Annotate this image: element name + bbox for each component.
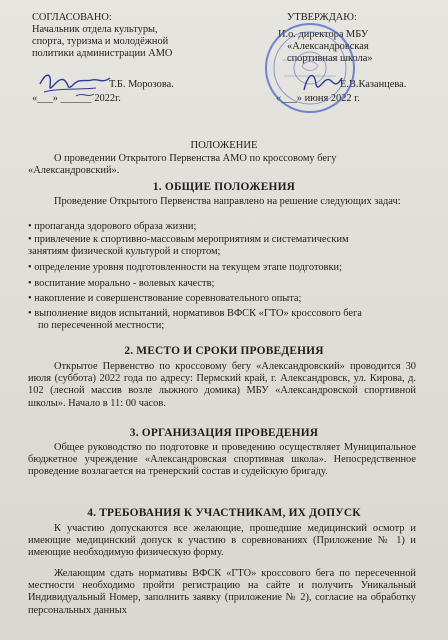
document-title: ПОЛОЖЕНИЕ [190, 140, 258, 151]
approval-right-name: Е.В.Казанцева. [340, 79, 407, 90]
section1-item: • определение уровня подготовленности на текущем этапе подготовки; [28, 262, 342, 273]
approval-right-line2: «Александровская [287, 41, 369, 52]
section1-item: • привлечение к спортивно-массовым мероприятиям и систематическим [28, 234, 349, 245]
approval-left-name: Т.Б. Морозова. [109, 79, 174, 90]
section1-item: • воспитание морально - волевых качеств; [28, 278, 215, 289]
section1-heading: 1. ОБЩИЕ ПОЛОЖЕНИЯ [152, 181, 296, 193]
left-signature-image [36, 66, 116, 102]
approval-left-date: «___» ______ 2022г. [32, 93, 121, 104]
section4-paragraph2: Желающим сдать нормативы ВФСК «ГТО» кроссового бега по пересеченной местности необходимо пройти регистрацию на сайте и получить Уникальный Индивидуальный Номер, заполнить заявку (приложение № 2), согласие на обработку персональных данных [28, 568, 416, 616]
approval-right-line3: спортивная школа» [287, 53, 373, 64]
approval-right-date: «___» июня 2022 г. [276, 93, 360, 104]
section1-item: • пропаганда здорового образа жизни; [28, 221, 197, 232]
document-subtitle-line1: О проведении Открытого Первенства АМО по кроссовому бегу [54, 153, 337, 164]
section4-paragraph1: К участию допускаются все желающие, прошедшие медицинский осмотр и имеющие медицинский допуск к участию в соревнованиях (Приложение № 1) и имеющие необходимую физическую форму. [28, 523, 416, 559]
right-signature-image [300, 66, 346, 100]
section1-item: по пересеченной местности; [38, 320, 165, 331]
section1-intro: Проведение Открытого Первенства направлено на решение следующих задач: [54, 196, 401, 207]
section1-item: • накопление и совершенствование соревновательного опыта; [28, 293, 302, 304]
section4-heading: 4. ТРЕБОВАНИЯ К УЧАСТНИКАМ, ИХ ДОПУСК [87, 507, 361, 519]
section3-heading: 3. ОРГАНИЗАЦИЯ ПРОВЕДЕНИЯ [129, 427, 319, 439]
section2-heading: 2. МЕСТО И СРОКИ ПРОВЕДЕНИЯ [124, 345, 324, 357]
approval-left-title: СОГЛАСОВАНО: [32, 12, 112, 23]
approval-left-line1: Начальник отдела культуры, [32, 24, 158, 35]
approval-left-line2: спорта, туризма и молодёжной [32, 36, 169, 47]
approval-left-line3: политики администрации АМО [32, 48, 173, 59]
approval-right-line1: И.о. директора МБУ [278, 29, 369, 40]
approval-right-title: УТВЕРЖДАЮ: [287, 12, 357, 23]
document-subtitle-line2: «Александровский». [28, 165, 120, 176]
section2-text: Открытое Первенство по кроссовому бегу «Александровский» проводится 30 июля (суббота) 2022 года по адресу: Пермский край, г. Александровск, ул. Кирова, д. 102 (лесной массив возле лыжного домика) МБУ «Александровской спортивной школы». Начало в 11: 00 часов. [28, 361, 416, 409]
section1-item: • выполнение видов испытаний, нормативов ВФСК «ГТО» кроссового бега [28, 308, 362, 319]
section1-item: занятиям физической культурой и спортом; [28, 246, 221, 257]
section3-text: Общее руководство по подготовке и проведению осуществляет Муниципальное бюджетное учреждение «Александровская спортивная школа». Непосредственное проведение возлагается на тренерский состав и судейскую бригаду. [28, 442, 416, 478]
